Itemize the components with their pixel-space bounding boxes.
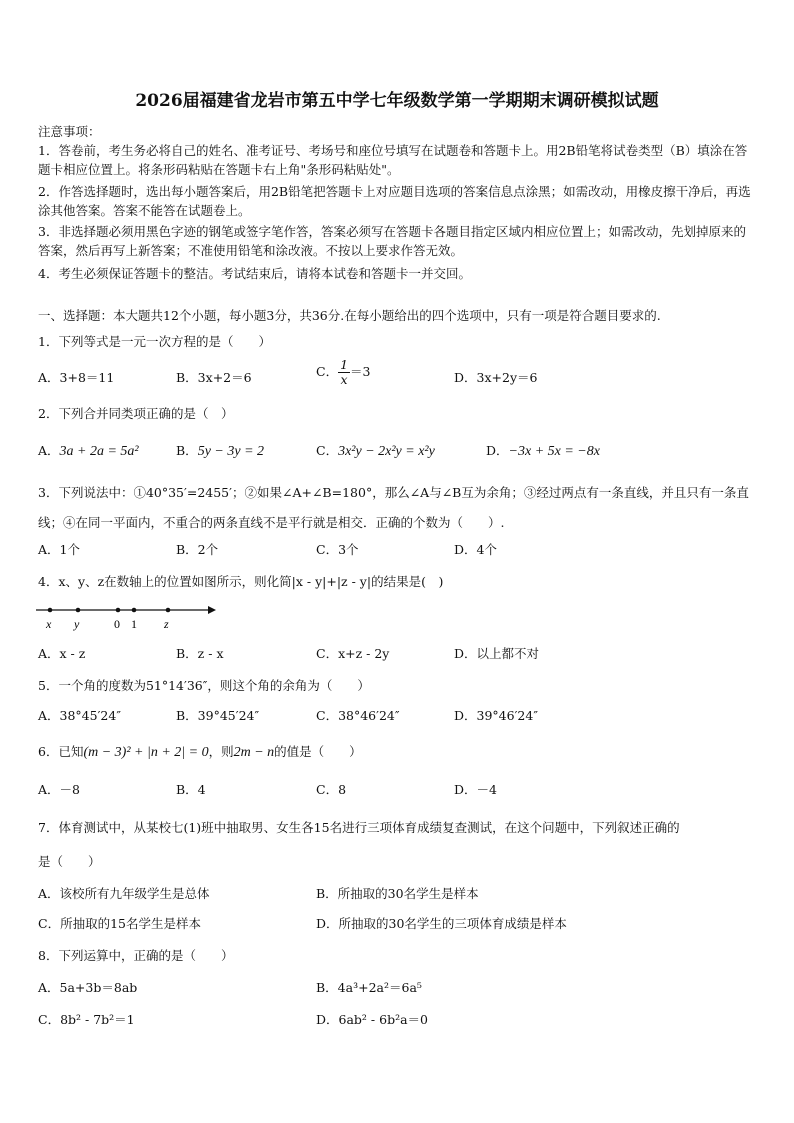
point-z: [166, 608, 171, 613]
q7-stem-line1: 7．体育测试中，从某校七(1)班中抽取男、女生各15名进行三项体育成绩复查测试，在这个问题中，下列叙述正确的: [38, 820, 680, 835]
q3-option-b: B．2个: [176, 542, 219, 557]
q1-option-a: A．3+8＝11: [38, 370, 115, 385]
q2-option-a: [38, 441, 139, 461]
q2-option-a-expr: 3a + 2a = 5a²: [59, 444, 139, 459]
q8-option-b: B．4a³+2a²＝6a⁵: [316, 980, 422, 995]
q3-option-d: D．4个: [454, 542, 497, 557]
notice-item-2: 2．作答选择题时，选出每小题答案后，用2B铅笔把答题卡上对应题目选项的答案信息点涂黑；如需改动，用橡皮擦干净后，再选涂其他答案。答案不能答在试题卷上。: [38, 184, 751, 218]
q1-numerator: 1: [340, 357, 349, 372]
label-zero: 0: [114, 617, 120, 631]
q2-option-c-label: C．: [316, 443, 339, 458]
q7-option-a: A．该校所有九年级学生是总体: [38, 886, 210, 901]
q1-option-c-rest: ＝3: [350, 364, 371, 379]
q5-option-b: B．39°45′24″: [176, 708, 260, 723]
q6-condition-expr: (m − 3)² + |n + 2| = 0: [83, 745, 209, 760]
q1-fraction: [338, 358, 350, 387]
q2-stem: 2．下列合并同类项正确的是（ ）: [38, 406, 234, 421]
q3-option-c: C．3个: [316, 542, 359, 557]
section-heading: 一、选择题：本大题共12个小题，每小题3分，共36分.在每小题给出的四个选项中，只有一项是符合题目要求的.: [38, 308, 661, 323]
q1-option-c: [316, 358, 370, 387]
q4-option-d: D．以上都不对: [454, 646, 540, 661]
q7-option-b: B．所抽取的30名学生是样本: [316, 886, 479, 901]
notice-item-3: 3．非选择题必须用黑色字迹的钢笔或签字笔作答，答案必须写在答题卡各题目指定区域内相应位置上；如需改动，先划掉原来的答案，然后再写上新答案；不准使用铅笔和涂改液。不按以上要求作答无效。: [38, 224, 746, 258]
q1-option-c-label: C．: [316, 364, 339, 379]
point-zero: [116, 608, 121, 613]
q5-option-c: C．38°46′24″: [316, 708, 400, 723]
q4-option-c: C．x+z - 2y: [316, 646, 390, 661]
q6-target-expr: 2m − n: [233, 745, 275, 760]
q6-stem-prefix: 6．已知: [38, 744, 84, 759]
q8-option-d: D．6ab² - 6b²a＝0: [316, 1012, 428, 1027]
q2-option-d-expr: −3x + 5x = −8x: [508, 444, 600, 459]
q5-option-a: A．38°45′24″: [38, 708, 122, 723]
q3-stem: 3．下列说法中：①40°35′=2455′；②如果∠A+∠B=180°，那么∠A与∠B互为余角；③经过两点有一条直线，并且只有一条直线；④在同一平面内，不重合的两条直线不是平行就是相交．正确的个数为（ ）.: [38, 485, 749, 530]
q7-option-c: C．所抽取的15名学生是样本: [38, 916, 201, 931]
q6-stem-mid: ，则: [208, 744, 234, 759]
q8-stem: 8．下列运算中，正确的是（ ）: [38, 948, 234, 963]
q4-option-a: A．x - z: [38, 646, 86, 661]
point-y: [76, 608, 81, 613]
q5-option-d: D．39°46′24″: [454, 708, 538, 723]
q2-option-b-label: B．: [176, 443, 198, 458]
q2-option-c: [316, 441, 435, 461]
q4-option-b: B．z - x: [176, 646, 224, 661]
q1-option-d: D．3x+2y＝6: [454, 370, 538, 385]
q2-option-d: [486, 441, 600, 461]
notice-heading: 注意事项：: [38, 124, 101, 139]
number-line-figure: [36, 602, 216, 634]
q7-stem-line2: 是（ ）: [38, 854, 101, 869]
q1-denominator: x: [340, 372, 348, 387]
label-one: 1: [131, 617, 137, 631]
q2-option-a-label: A．: [38, 443, 60, 458]
label-x: x: [46, 617, 52, 631]
point-x: [48, 608, 53, 613]
q2-option-c-expr: 3x²y − 2x²y = x²y: [338, 444, 435, 459]
q8-option-c: C．8b² - 7b²＝1: [38, 1012, 135, 1027]
notice-item-4: 4．考生必须保证答题卡的整洁。考试结束后，请将本试卷和答题卡一并交回。: [38, 266, 471, 281]
q6-stem: [38, 742, 362, 762]
q3-option-a: A．1个: [38, 542, 80, 557]
q7-option-d: D．所抽取的30名学生的三项体育成绩是样本: [316, 916, 567, 931]
q6-option-b: B．4: [176, 782, 206, 797]
q6-option-a: A．－8: [38, 782, 80, 797]
q6-stem-suffix: 的值是（ ）: [274, 744, 362, 759]
point-one: [132, 608, 137, 613]
q1-stem: 1．下列等式是一元一次方程的是（ ）: [38, 334, 271, 349]
q4-stem: 4．x、y、z在数轴上的位置如图所示，则化简|x - y|+|z - y|的结果是( ): [38, 574, 444, 589]
q2-option-b-expr: 5y − 3y = 2: [197, 444, 265, 459]
q1-option-b: B．3x+2＝6: [176, 370, 252, 385]
q8-option-a: A．5a+3b＝8ab: [38, 980, 138, 995]
q2-option-b: [176, 441, 264, 461]
label-z: z: [164, 617, 169, 631]
label-y: y: [74, 617, 80, 631]
q5-stem: 5．一个角的度数为51°14′36″，则这个角的余角为（ ）: [38, 678, 370, 693]
page-title: 2026届福建省龙岩市第五中学七年级数学第一学期期末调研模拟试题: [135, 91, 659, 111]
q2-option-d-label: D．: [486, 443, 509, 458]
notice-item-1: 1．答卷前，考生务必将自己的姓名、准考证号、考场号和座位号填写在试题卷和答题卡上。用2B铅笔将试卷类型（B）填涂在答题卡相应位置上。将条形码粘贴在答题卡右上角"条形码粘贴处"。: [38, 143, 748, 177]
q6-option-d: D．－4: [454, 782, 497, 797]
q6-option-c: C．8: [316, 782, 347, 797]
number-line-arrow: [208, 606, 216, 614]
